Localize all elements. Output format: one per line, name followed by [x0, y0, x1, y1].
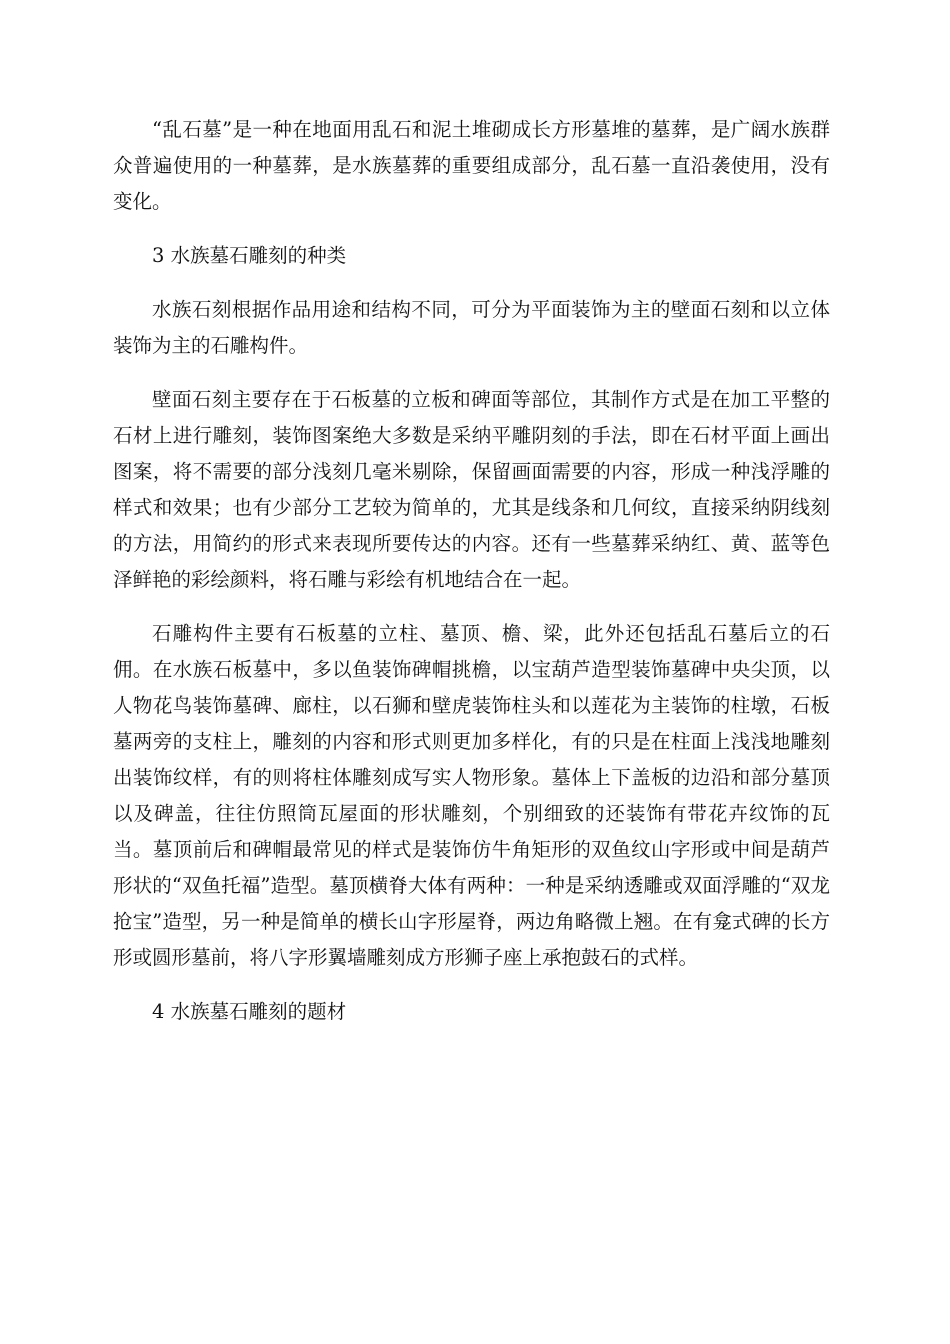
section-heading-3: 3 水族墓石雕刻的种类 [152, 244, 347, 267]
paragraph-wall-carving: 壁面石刻主要存在于石板墓的立板和碑面等部位，其制作方式是在加工平整的石材上进行雕刻，装饰图案绝大多数是采纳平雕阴刻的手法，即在石材平面上画出图案，将不需要的部分浅刻几毫米剔除，保留画面需要的内容，形成一种浅浮雕的样式和效果；也有少部分工艺较为简单的，尤其是线条和几何纹，直接采纳阴线刻的方法，用简约的形式来表现所要传达的内容。还有一些墓葬采纳红、黄、蓝等色泽鲜艳的彩绘颜料，将石雕与彩绘有机地结合在一起。 [113, 388, 830, 591]
paragraph-stone-carving-types: 水族石刻根据作品用途和结构不同，可分为平面装饰为主的壁面石刻和以立体装饰为主的石雕构件。 [113, 298, 830, 357]
paragraph-luanshimu: “乱石墓”是一种在地面用乱石和泥土堆砌成长方形墓堆的墓葬，是广阔水族群众普遍使用的一种墓葬，是水族墓葬的重要组成部分，乱石墓一直沿袭使用，没有变化。 [113, 118, 830, 213]
document-page [113, 112, 830, 1048]
section-heading-4: 4 水族墓石雕刻的题材 [152, 1000, 347, 1023]
paragraph-carved-components: 石雕构件主要有石板墓的立柱、墓顶、檐、梁，此外还包括乱石墓后立的石佣。在水族石板墓中，多以鱼装饰碑帽挑檐，以宝葫芦造型装饰墓碑中央尖顶，以人物花鸟装饰墓碑、廊柱，以石狮和壁虎装饰柱头和以莲花为主装饰的柱墩，石板墓两旁的支柱上，雕刻的内容和形式则更加多样化，有的只是在柱面上浅浅地雕刻出装饰纹样，有的则将柱体雕刻成写实人物形象。墓体上下盖板的边沿和部分墓顶以及碑盖，往往仿照筒瓦屋面的形状雕刻，个别细致的还装饰有带花卉纹饰的瓦当。墓顶前后和碑帽最常见的样式是装饰仿牛角矩形的双鱼纹山字形或中间是葫芦形状的“双鱼托福”造型。墓顶横脊大体有两种：一种是采纳透雕或双面浮雕的“双龙抢宝”造型，另一种是简单的横长山字形屋脊，两边角略微上翘。在有龛式碑的长方形或圆形墓前，将八字形翼墙雕刻成方形狮子座上承抱鼓石的式样。 [113, 622, 830, 969]
